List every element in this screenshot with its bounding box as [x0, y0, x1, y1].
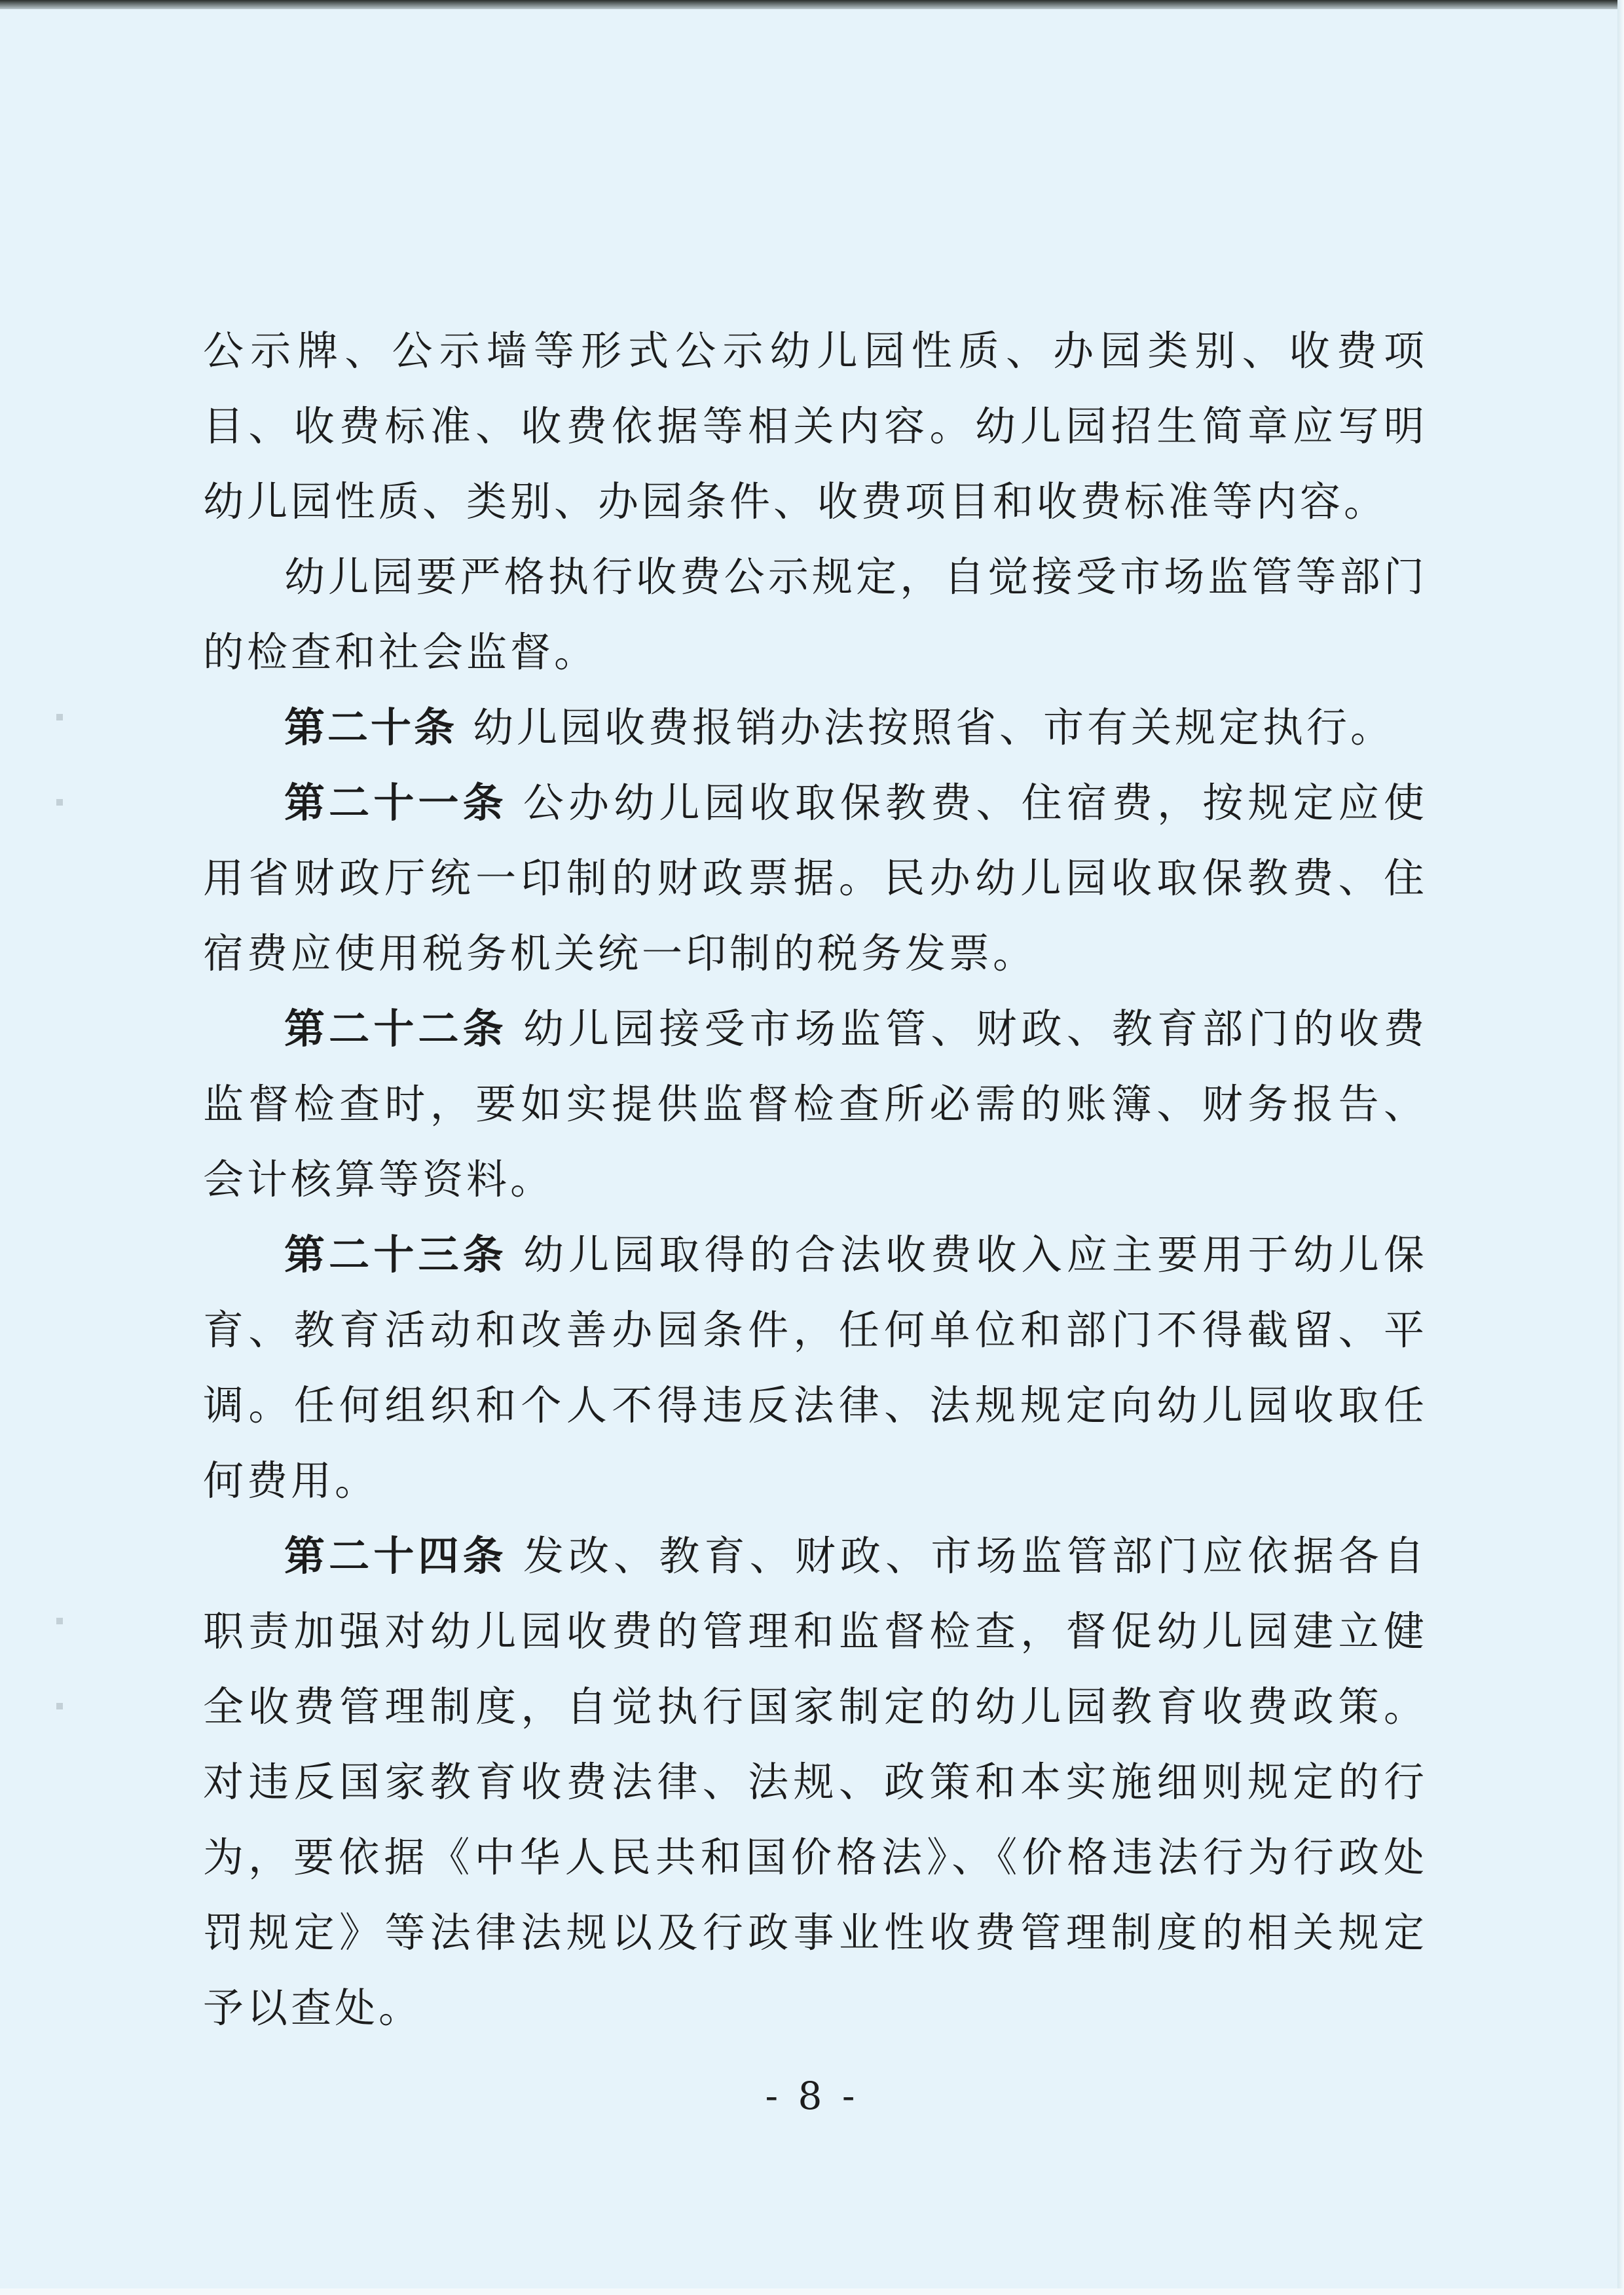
scan-right-edge — [1617, 0, 1624, 2295]
article-text: 幼儿园收费报销办法按照省、市有关规定执行。 — [473, 703, 1395, 751]
page-number: - 8 - — [765, 2074, 859, 2118]
article-24 — [203, 1518, 1428, 2045]
binding-hole-mark — [56, 799, 63, 806]
article-text: 幼儿园取得的合法收费收入应主要用于幼儿保育、教育活动和改善办园条件，任何单位和部门不得截留、平调。任何组织和个人不得违反法律、法规规定向幼儿园收取任何费用。 — [203, 1231, 1428, 1504]
paragraph-text: 公示牌、公示墙等形式公示幼儿园性质、办园类别、收费项目、收费标准、收费依据等相关内容。幼儿园招生简章应写明幼儿园性质、类别、办园条件、收费项目和收费标准等内容。 — [203, 327, 1428, 525]
binding-hole-mark — [56, 1618, 63, 1624]
article-text: 幼儿园接受市场监管、财政、教育部门的收费监督检查时，要如实提供监督检查所必需的账簿、财务报告、会计核算等资料。 — [203, 1005, 1428, 1203]
binding-hole-mark — [56, 1703, 63, 1709]
article-heading: 第二十一条 — [284, 779, 507, 827]
paragraph-text: 幼儿园要严格执行收费公示规定，自觉接受市场监管等部门的检查和社会监督。 — [203, 553, 1428, 676]
document-body — [203, 313, 1428, 2045]
article-21 — [203, 765, 1428, 991]
article-heading: 第二十二条 — [284, 1005, 507, 1053]
article-23 — [203, 1217, 1428, 1518]
binding-hole-mark — [56, 714, 63, 720]
article-heading: 第二十三条 — [284, 1231, 507, 1278]
scan-bottom-edge — [0, 2288, 1624, 2295]
article-text: 公办幼儿园收取保教费、住宿费，按规定应使用省财政厅统一印制的财政票据。民办幼儿园收取保教费、住宿费应使用税务机关统一印制的税务发票。 — [203, 779, 1428, 977]
article-heading: 第二十四条 — [284, 1532, 507, 1580]
paragraph-publicity — [203, 539, 1428, 690]
scan-top-edge — [0, 0, 1624, 9]
article-heading: 第二十条 — [284, 703, 458, 751]
article-22 — [203, 991, 1428, 1217]
article-20 — [203, 690, 1428, 765]
article-text: 发改、教育、财政、市场监管部门应依据各自职责加强对幼儿园收费的管理和监督检查，督促幼儿园建立健全收费管理制度，自觉执行国家制定的幼儿园教育收费政策。对违反国家教育收费法律、法规、政策和本实施细则规定的行为，要依据《中华人民共和国价格法》、《价格违法行为行政处罚规定》等法律法规以及行政事业性收费管理制度的相关规定予以查处。 — [203, 1532, 1428, 2032]
paragraph-continued — [203, 313, 1428, 539]
